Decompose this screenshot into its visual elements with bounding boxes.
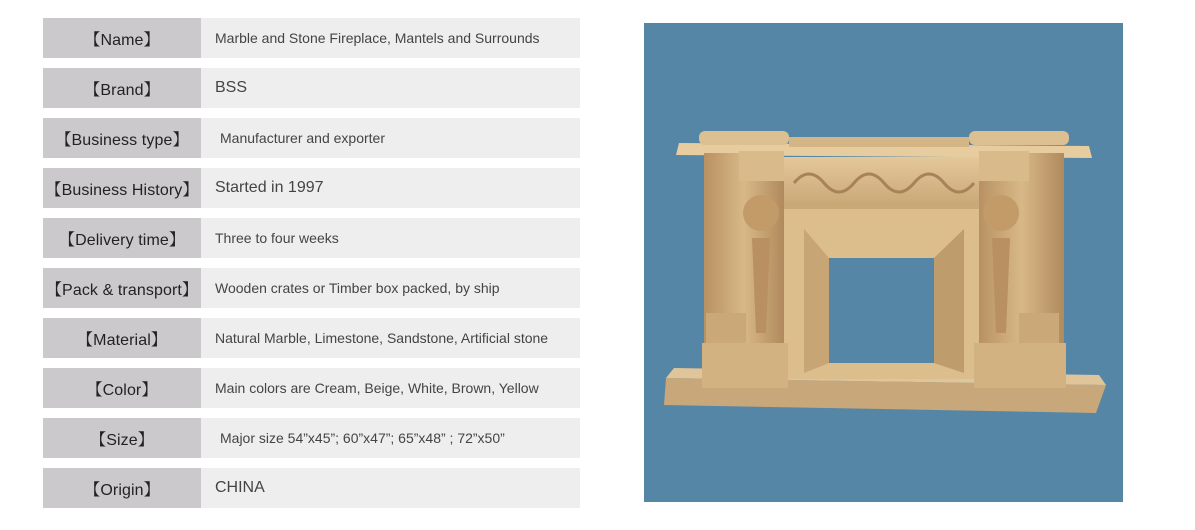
spec-value-name: Marble and Stone Fireplace, Mantels and Surrounds [201,18,580,58]
frieze-molding [784,201,984,209]
spec-label-business-history: 【Business History】 [43,168,201,208]
spec-label-brand: 【Brand】 [43,68,201,108]
spec-label-color: 【Color】 [43,368,201,408]
spec-row-origin [43,468,580,508]
spec-label-material: 【Material】 [43,318,201,358]
spec-value-brand: BSS [201,68,580,108]
right-pillar-base [1019,313,1059,343]
right-capital [979,151,1029,181]
mantel-center-cap [789,137,969,147]
spec-value-size: Major size 54”x45”; 60”x47”; 65”x48” ; 72”x50” [201,418,580,458]
spec-label-delivery-time: 【Delivery time】 [43,218,201,258]
left-pillar-base [706,313,746,343]
fireplace-illustration [644,23,1123,502]
spec-row-name [43,18,580,58]
spec-row-brand [43,68,580,108]
spec-value-pack-transport: Wooden crates or Timber box packed, by ship [201,268,580,308]
spec-table [43,18,580,518]
spec-label-origin: 【Origin】 [43,468,201,508]
spec-value-business-history: Started in 1997 [201,168,580,208]
spec-row-business-type [43,118,580,158]
spec-label-size: 【Size】 [43,418,201,458]
spec-row-pack-transport [43,268,580,308]
mantel-right-cap [969,131,1069,145]
spec-value-delivery-time: Three to four weeks [201,218,580,258]
spec-label-name: 【Name】 [43,18,201,58]
spec-row-color [43,368,580,408]
spec-value-origin: CHINA [201,468,580,508]
mantel-left-cap [699,131,789,145]
firebox-opening [829,258,934,363]
spec-label-pack-transport: 【Pack & transport】 [43,268,201,308]
left-capital [739,151,784,181]
spec-label-business-type: 【Business type】 [43,118,201,158]
spec-row-delivery-time [43,218,580,258]
spec-row-material [43,318,580,358]
spec-row-size [43,418,580,458]
spec-value-business-type: Manufacturer and exporter [201,118,580,158]
left-lion-head [743,195,779,231]
fireplace-photo [644,23,1123,502]
spec-row-business-history [43,168,580,208]
spec-value-material: Natural Marble, Limestone, Sandstone, Artificial stone [201,318,580,358]
left-plinth [702,343,788,388]
right-plinth [974,343,1066,388]
right-lion-head [983,195,1019,231]
spec-value-color: Main colors are Cream, Beige, White, Brown, Yellow [201,368,580,408]
